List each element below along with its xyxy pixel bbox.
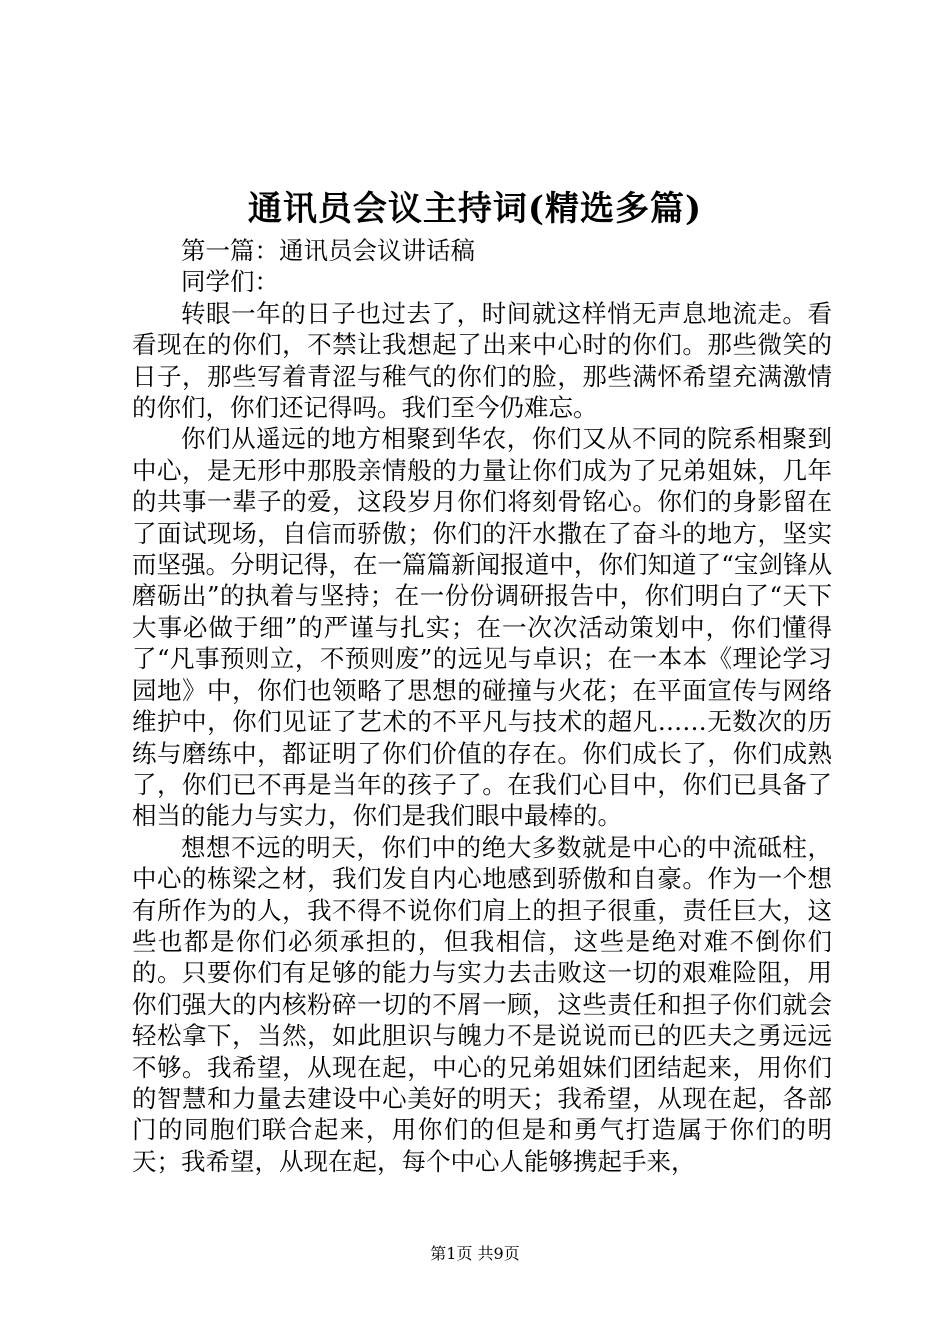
section-heading: 第一篇：通讯员会议讲话稿 [181, 236, 475, 265]
salutation: 同学们： [181, 267, 279, 297]
document-title: 通讯员会议主持词(精选多篇) [247, 189, 703, 229]
paragraph: 转眼一年的日子也过去了，时间就这样悄无声息地流走。看看现在的你们，不禁让我想起了出来中心时的你们。那些微笑的日子，那些写着青涩与稚气的你们的脸，那些满怀希望充满激情的你们，你们还记得吗。我们至今仍难忘。 [132, 298, 832, 423]
page-footer: 第1页 共9页 [430, 1244, 520, 1263]
document-body [132, 235, 832, 1177]
paragraph: 你们从遥远的地方相聚到华农，你们又从不同的院系相聚到中心，是无形中那股亲情般的力量让你们成为了兄弟姐妹，几年的共事一辈子的爱，这段岁月你们将刻骨铭心。你们的身影留在了面试现场，自信而骄傲；你们的汗水撒在了奋斗的地方，坚实而坚强。分明记得，在一篇篇新闻报道中，你们知道了“宝剑锋从磨砺出”的执着与坚持；在一份份调研报告中，你们明白了“天下大事必做于细”的严谨与扎实；在一次次活动策划中，你们懂得了“凡事预则立，不预则废”的远见与卓识；在一本本《理论学习园地》中，你们也领略了思想的碰撞与火花；在平面宣传与网络维护中，你们见证了艺术的不平凡与技术的超凡……无数次的历练与磨练中，都证明了你们价值的存在。你们成长了，你们成熟了，你们已不再是当年的孩子了。在我们心目中，你们已具备了相当的能力与实力，你们是我们眼中最棒的。 [132, 424, 832, 831]
paragraph: 想想不远的明天，你们中的绝大多数就是中心的中流砥柱，中心的栋梁之材，我们发自内心地感到骄傲和自豪。作为一个想有所作为的人，我不得不说你们肩上的担子很重，责任巨大，这些也都是你们必须承担的，但我相信，这些是绝对难不倒你们的。只要你们有足够的能力与实力去击败这一切的艰难险阻，用你们强大的内核粉碎一切的不屑一顾，这些责任和担子你们就会轻松拿下，当然，如此胆识与魄力不是说说而已的匹夫之勇远远不够。我希望，从现在起，中心的兄弟姐妹们团结起来，用你们的智慧和力量去建设中心美好的明天；我希望，从现在起，各部门的同胞们联合起来，用你们的但是和勇气打造属于你们的明天；我希望，从现在起，每个中心人能够携起手来， [132, 832, 832, 1176]
